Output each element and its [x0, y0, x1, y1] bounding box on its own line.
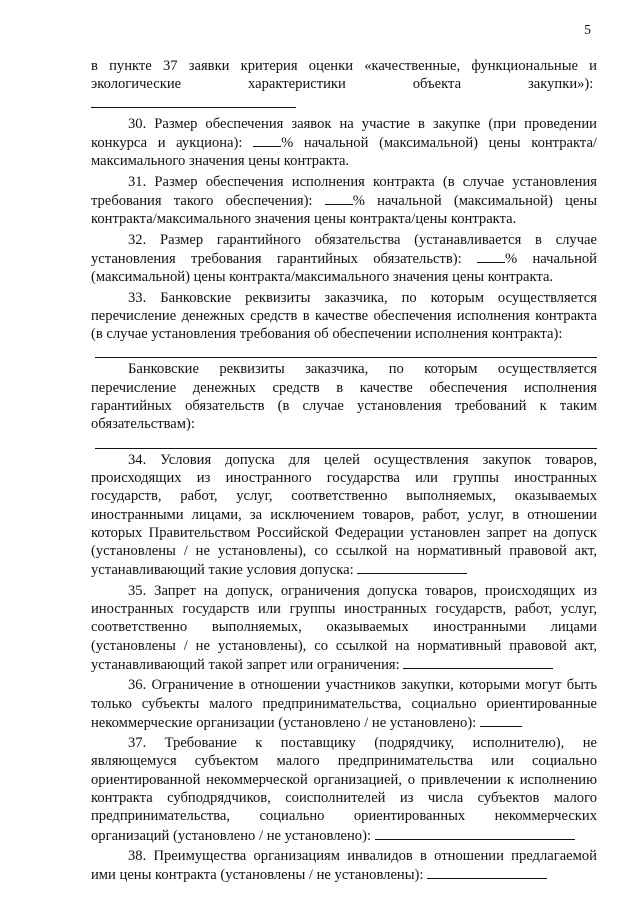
- intro-paragraph: [91, 57, 597, 113]
- item-37-text: 37. Требование к поставщику (подрядчику, исполнителю), не являющемуся субъектом малого предпринимательства или социально ориентированной некоммерческой организацией, о привлечении к исполнению контракта субподрядчиков, соисполнителей из числа субъектов малого предпринимательства, социально ориентированных некоммерческих организаций (установлено / не установлено):: [91, 735, 597, 844]
- item-31: [91, 173, 597, 229]
- blank-field[interactable]: [91, 94, 296, 108]
- blank-field[interactable]: [477, 249, 505, 263]
- item-35-text: 35. Запрет на допуск, ограничения допуска товаров, происходящих из иностранных государств или группы иностранных государств, работ, услуг, соответственно выполняемых, оказываемых иностранными лицами (установлены / не установлены), со ссылкой на нормативный правовой акт, устанавливающий такой запрет или ограничения:: [91, 582, 597, 673]
- item-37: [91, 734, 597, 845]
- item-31-text: 31. Размер обеспечения исполнения контракта (в случае установления требования такого обеспечения):: [91, 173, 597, 210]
- document-body: [91, 57, 597, 885]
- item-30: [91, 115, 597, 171]
- item-30-text-end: % начальной (максимальной) цены контракта/максимального значения цены контракта.: [91, 135, 597, 170]
- blank-field[interactable]: [403, 655, 553, 669]
- item-34-text: 34. Условия допуска для целей осуществления закупок товаров, происходящих из иностранного государства или группы иностранных государств, работ, услуг, соответственно выполняемых, оказываемых иностранными лицами, за исключением товаров, работ, услуг, в отношении которых Правительством Российской Федерации установлен запрет на допуск (установлены / не установлены), со ссылкой на нормативный правовой акт, устанавливающий такие условия допуска:: [91, 451, 597, 579]
- item-32-text-end: % начальной (максимальной) цены контракта/максимального значения цены контракта.: [91, 250, 597, 286]
- item-33b: [91, 360, 597, 433]
- item-33b-text: Банковские реквизиты заказчика, по которым осуществляется перечисление денежных средств в качестве обеспечения исполнения гарантийных обязательств (в случае установления требований к таким обязательствам):: [91, 361, 597, 433]
- item-33b-line: [91, 435, 597, 449]
- page-number: 5: [584, 23, 591, 38]
- item-36-text: 36. Ограничение в отношении участников закупки, которыми могут быть только субъекты малого предпринимательства, социально ориентированные некоммерческие организации (установлено / не установлено):: [91, 677, 597, 731]
- item-31-text-end: % начальной (максимальной) цены контракта/максимального значения цены контракта/цены контракта.: [91, 193, 597, 228]
- blank-field[interactable]: [375, 826, 575, 840]
- blank-field[interactable]: [95, 344, 597, 358]
- item-38-text: 38. Преимущества организациям инвалидов в отношении предлагаемой ими цены контракта (установлены / не установлены):: [91, 847, 597, 884]
- intro-text: в пункте 37 заявки критерия оценки «качественные, функциональные и экологические характеристики объекта закупки»):: [91, 58, 597, 93]
- blank-field[interactable]: [253, 133, 281, 147]
- item-34: [91, 451, 597, 580]
- blank-field[interactable]: [357, 560, 467, 574]
- item-33: [91, 289, 597, 344]
- item-38: [91, 847, 597, 885]
- blank-field[interactable]: [480, 713, 522, 727]
- item-32-text: 32. Размер гарантийного обязательства (устанавливается в случае установления требования гарантийных обязательств):: [91, 231, 597, 267]
- blank-field[interactable]: [95, 435, 597, 449]
- item-33-line: [91, 344, 597, 358]
- item-35: [91, 582, 597, 674]
- blank-field[interactable]: [325, 191, 353, 205]
- item-36: [91, 676, 597, 732]
- item-30-text: 30. Размер обеспечения заявок на участие в закупке (при проведении конкурса и аукциона):: [91, 115, 597, 152]
- item-33-text: 33. Банковские реквизиты заказчика, по которым осуществляется перечисление денежных средств в качестве обеспечения исполнения контракта (в случае установления требования об обеспечении исполнения контракта):: [91, 289, 597, 343]
- item-32: [91, 231, 597, 287]
- blank-field[interactable]: [427, 865, 547, 879]
